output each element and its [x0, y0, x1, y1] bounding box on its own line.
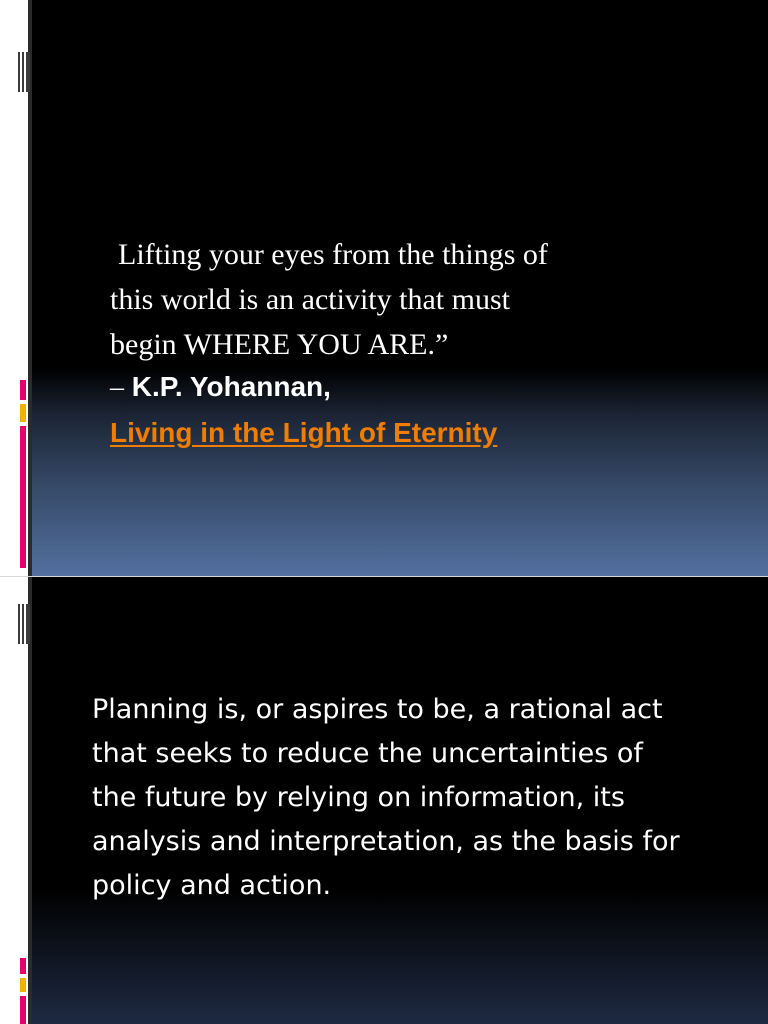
slide-1-accent-stripe	[20, 380, 26, 568]
body-line: policy and action.	[92, 870, 332, 901]
body-line: the future by relying on information, its	[92, 782, 625, 813]
book-title-link[interactable]: Living in the Light of Eternity	[110, 417, 498, 448]
body-line: that seeks to reduce the uncertainties of	[92, 738, 643, 769]
author-dash: –	[110, 372, 124, 403]
quote-author	[110, 367, 710, 408]
author-name: K.P. Yohannan,	[131, 371, 331, 402]
body-line: Planning is, or aspires to be, a rational act	[92, 694, 663, 725]
quote-line: this world is an activity that must	[110, 283, 510, 316]
body-line: analysis and interpretation, as the basis for	[92, 826, 680, 857]
quote-text	[110, 232, 710, 367]
quote-line: Lifting your eyes from the things of	[118, 238, 548, 271]
slide-divider	[0, 576, 768, 577]
slide-2-tick-mark	[18, 604, 30, 644]
quote-line: begin WHERE YOU ARE.”	[110, 328, 449, 361]
quote-block	[110, 232, 710, 452]
slide-1-tick-mark	[18, 52, 30, 92]
slide-2-accent-stripe	[20, 958, 26, 1024]
planning-definition	[92, 688, 712, 908]
slide-2-left-rail	[28, 577, 32, 1024]
